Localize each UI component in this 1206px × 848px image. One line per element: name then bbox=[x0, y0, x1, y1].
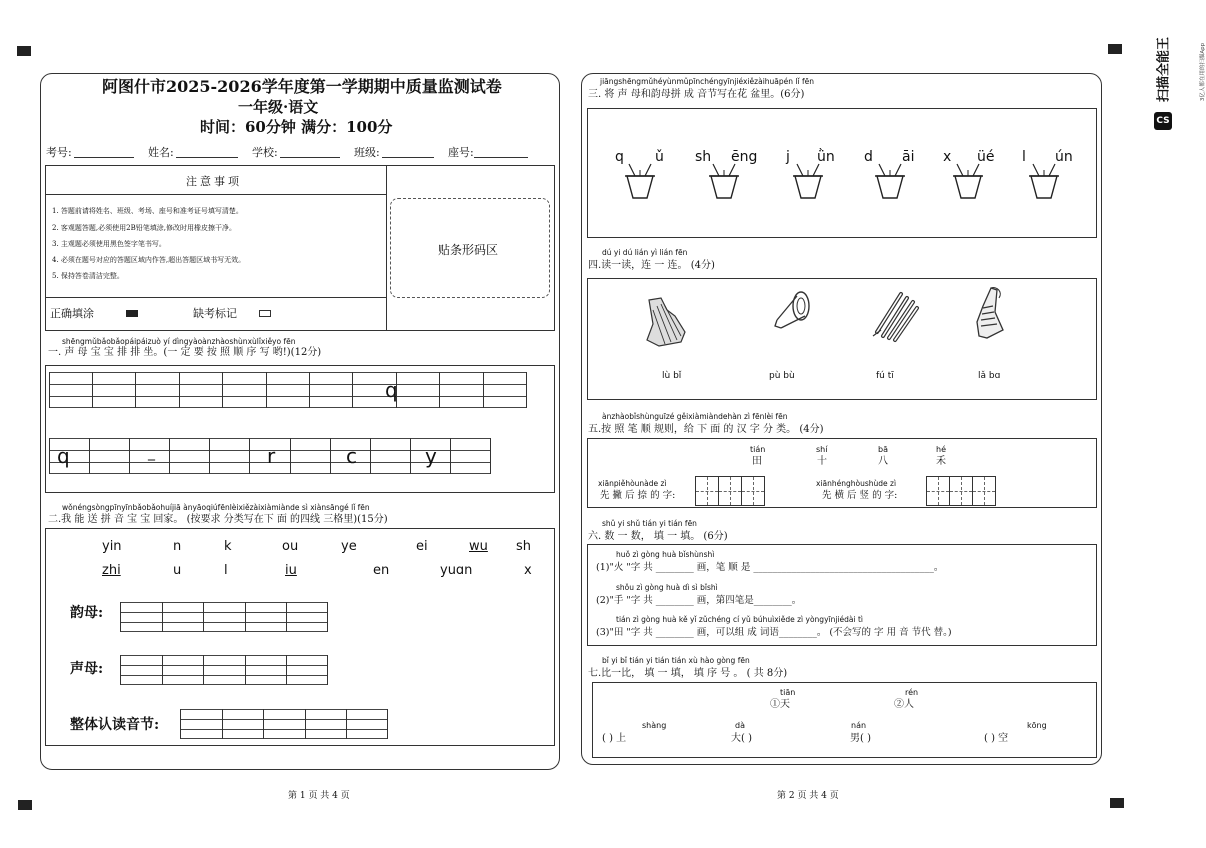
camscanner-logo-icon: CS bbox=[1154, 112, 1172, 130]
q4-images bbox=[587, 278, 1097, 400]
q2-syllable: u bbox=[173, 563, 182, 578]
barcode-label: 贴条形码区 bbox=[438, 243, 499, 257]
correct-fill-label: 正确填涂 bbox=[50, 307, 94, 320]
q7-blank[interactable]: 男( ) bbox=[850, 733, 871, 744]
info-field-label: 学校: bbox=[252, 146, 278, 159]
q7-blank[interactable]: ( ) 空 bbox=[984, 733, 1009, 744]
q1-question: 一. 声 母 宝 宝 排 排 坐。(一 定 要 按 照 顺 序 写 哟!)(12分) bbox=[48, 347, 322, 358]
pleated-skirt-icon[interactable] bbox=[647, 298, 685, 346]
q3-flower-pots bbox=[587, 108, 1097, 238]
q7-option-pinyin: tiān bbox=[780, 688, 796, 697]
q2-syllable: l bbox=[224, 563, 228, 578]
q6-item[interactable]: (1)"火 "字 共 ________ 画，笔 顺 是 ______________________________________。 bbox=[596, 562, 944, 573]
q3-initial: q bbox=[615, 149, 624, 165]
q5-char: 禾 bbox=[936, 456, 946, 467]
q7-option-pinyin: rén bbox=[905, 688, 919, 697]
page-1-footer: 第 1 页 共 4 页 bbox=[288, 791, 350, 801]
q2-syllable: ye bbox=[341, 539, 357, 554]
q2-fourline-whole-syllables[interactable] bbox=[180, 709, 388, 739]
q7-pinyin: bǐ yi bǐ tián yi tián tián xù hào gòng fēn bbox=[602, 656, 750, 665]
q2-syllable: ei bbox=[416, 539, 428, 554]
q2-syllable: wu bbox=[469, 539, 488, 554]
q2-syllable: n bbox=[173, 539, 182, 554]
q3-final: āi bbox=[902, 149, 915, 165]
q3-final: ēng bbox=[731, 149, 758, 165]
q2-syllable: yin bbox=[102, 539, 122, 554]
flowerpot-icon[interactable] bbox=[1029, 164, 1059, 198]
q5-char-pinyin: hé bbox=[936, 445, 946, 454]
exam-title: 阿图什市2025-2026学年度第一学期期中质量监测试卷 bbox=[102, 77, 502, 96]
watermark-brand: 扫描全能王 bbox=[1156, 37, 1172, 103]
q3-initial: sh bbox=[695, 149, 712, 165]
notice-item: 3. 主观题必须使用黑色签字笔书写。 bbox=[52, 240, 166, 248]
absent-mark-label: 缺考标记 bbox=[193, 307, 237, 320]
q2-label-initials: 声母: bbox=[70, 661, 104, 677]
q1-letter: y bbox=[425, 444, 437, 468]
q7-blank-pinyin: dà bbox=[735, 721, 745, 730]
q3-initial: l bbox=[1022, 149, 1026, 165]
q4-word: lǎ bɑ bbox=[978, 371, 1001, 381]
q2-syllable: en bbox=[373, 563, 390, 578]
shoe-icon[interactable] bbox=[977, 288, 1003, 338]
q3-question: 三. 将 声 母和韵母拼 成 音节写在花 盆里。(6分) bbox=[588, 89, 805, 100]
q1-fourline-row-2[interactable] bbox=[49, 438, 491, 474]
q7-blank-pinyin: kōng bbox=[1027, 721, 1047, 730]
scan-corner-mark bbox=[1110, 798, 1124, 808]
q6-question: 六. 数 一 数， 填 一 填。 (6分) bbox=[588, 531, 728, 542]
q7-option: ①天 bbox=[770, 699, 790, 710]
flowerpot-icon[interactable] bbox=[625, 164, 655, 198]
notice-item: 2. 客观题答题,必须使用2B铅笔填涂,修改时用橡皮擦干净。 bbox=[52, 224, 236, 232]
q3-final: ún bbox=[1055, 149, 1073, 165]
q6-pinyin: shǔ yi shǔ tián yi tián fēn bbox=[602, 519, 697, 528]
absent-mark-checkbox[interactable] bbox=[259, 310, 271, 317]
q4-word: lù bǐ bbox=[662, 371, 682, 381]
q2-fourline-initials[interactable] bbox=[120, 655, 328, 685]
q2-syllable: sh bbox=[516, 539, 532, 554]
trumpet-icon[interactable] bbox=[775, 292, 809, 328]
q2-syllable: k bbox=[224, 539, 232, 554]
info-field-label: 班级: bbox=[354, 146, 380, 159]
q2-pinyin: wǒnéngsòngpīnyīnbǎobǎohuíjiā ànyāoqiúfēnlèixiězàixiàmiànde sì xiànsāngé lǐ fēn bbox=[62, 503, 370, 512]
flowerpot-icon[interactable] bbox=[793, 164, 823, 198]
q7-question: 七.比一比， 填 一 填， 填 序 号 。 ( 共 8分) bbox=[588, 668, 788, 679]
notice-item: 1. 答题前请将姓名、班级、考场、座号和准考证号填写清楚。 bbox=[52, 207, 243, 215]
q5-char: 八 bbox=[878, 456, 888, 467]
notice-item: 4. 必须在题号对应的答题区域内作答,超出答题区域书写无效。 bbox=[52, 256, 246, 264]
q4-pinyin: dú yi dú lián yì lián fēn bbox=[602, 248, 688, 257]
q6-item[interactable]: (2)"手 "字 共 ________ 画，第四笔是________。 bbox=[596, 595, 802, 606]
q3-final: ǜn bbox=[817, 149, 835, 165]
q2-syllable: zhi bbox=[102, 563, 121, 578]
notice-title: 注意事项 bbox=[186, 175, 242, 188]
q6-item-pinyin: tián zì gòng huà kě yǐ zǔchéng cí yǔ búhuìxiěde zì yòngyīnjiédài tì bbox=[616, 615, 863, 624]
pencils-icon[interactable] bbox=[873, 294, 917, 340]
flowerpot-icon[interactable] bbox=[953, 164, 983, 198]
q3-initial: x bbox=[943, 149, 952, 165]
q5-char: 田 bbox=[752, 456, 762, 467]
q2-label-finals: 韵母: bbox=[70, 605, 104, 621]
q6-item-pinyin: huǒ zì gòng huà bǐshùnshì bbox=[616, 550, 715, 559]
q2-syllable: ou bbox=[282, 539, 299, 554]
correct-fill-sample bbox=[126, 310, 138, 317]
q2-syllable: iu bbox=[285, 563, 297, 578]
q3-initial: d bbox=[864, 149, 873, 165]
q7-option: ②人 bbox=[894, 699, 914, 710]
q6-item-pinyin: shǒu zì gòng huà dì sì bǐshì bbox=[616, 583, 718, 592]
q1-letter: r bbox=[267, 444, 276, 468]
q5-pinyin: ànzhàobǐshùnguīzé gěixiàmiàndehàn zì fēnlèi fēn bbox=[602, 412, 788, 421]
q5-left-label: 先 撇 后 捺 的 字: bbox=[600, 490, 676, 501]
q7-blank[interactable]: 大( ) bbox=[731, 733, 752, 744]
info-field-label: 姓名: bbox=[148, 146, 174, 159]
q7-answer-area bbox=[592, 682, 1097, 758]
q4-word: pù bù bbox=[769, 371, 795, 381]
q5-right-label: 先 横 后 竖 的 字: bbox=[822, 490, 898, 501]
scan-corner-mark bbox=[17, 46, 31, 56]
scanner-watermark bbox=[1152, 16, 1206, 126]
q5-char-pinyin: shí bbox=[816, 445, 828, 454]
q1-letter: c bbox=[346, 444, 357, 468]
q3-pinyin: jiāngshēngmǔhéyùnmǔpīnchéngyīnjiéxiězàihuāpén lǐ fēn bbox=[600, 77, 814, 86]
q1-letter: q bbox=[57, 444, 70, 468]
q6-item[interactable]: (3)"田 "字 共 ________ 画，可以组 成 词语________。 (不会写的 字 用 音 节代 替。) bbox=[596, 627, 952, 638]
watermark-slogan: 3亿人都在用的扫描App bbox=[1200, 42, 1206, 102]
notice-item: 5. 保持答卷清洁完整。 bbox=[52, 272, 124, 280]
q1-letter: _ bbox=[148, 445, 155, 461]
q3-initial: j bbox=[786, 149, 790, 165]
info-field-label: 座号: bbox=[448, 146, 474, 159]
q2-fourline-finals[interactable] bbox=[120, 602, 328, 632]
q1-pinyin: shēngmǔbǎobǎopáipáizuò yí dìngyàoànzhàoshùnxùlǐxiěyo fēn bbox=[62, 337, 296, 346]
q1-fourline-row-1[interactable] bbox=[49, 372, 527, 408]
q4-word: fú tī bbox=[876, 371, 894, 381]
page-2-footer: 第 2 页 共 4 页 bbox=[777, 791, 839, 801]
exam-time-score: 时间：60分钟 满分：100分 bbox=[200, 118, 393, 136]
q1-letter: q bbox=[385, 378, 398, 402]
q5-char-pinyin: tián bbox=[750, 445, 766, 454]
exam-subtitle: 一年级·语文 bbox=[238, 98, 319, 116]
flowerpot-icon[interactable] bbox=[875, 164, 905, 198]
q3-final: ǔ bbox=[655, 149, 664, 165]
q2-label-whole-syllables: 整体认读音节: bbox=[70, 717, 160, 733]
q2-syllable: yuɑn bbox=[440, 563, 473, 578]
q7-blank[interactable]: ( ) 上 bbox=[602, 733, 627, 744]
q5-question: 五.按 照 笔 顺 规则，给 下 面 的 汉 字 分 类。 (4分) bbox=[588, 424, 824, 435]
q7-blank-pinyin: shàng bbox=[642, 721, 667, 730]
q7-blank-pinyin: nán bbox=[851, 721, 867, 730]
scan-corner-mark bbox=[1108, 44, 1122, 54]
q2-syllable: x bbox=[524, 563, 532, 578]
q3-final: üé bbox=[977, 149, 995, 165]
q2-question: 二.我 能 送 拼 音 宝 宝 回家。 (按要求 分类写在下 面 的四线 三格里)(15分) bbox=[48, 514, 388, 525]
flowerpot-icon[interactable] bbox=[709, 164, 739, 198]
q5-left-pinyin: xiānpiěhòunàde zì bbox=[598, 479, 667, 488]
q5-char-pinyin: bā bbox=[878, 445, 888, 454]
scan-corner-mark bbox=[18, 800, 32, 810]
q4-question: 四.读一读，连 一 连。 (4分) bbox=[588, 260, 715, 271]
q5-right-pinyin: xiānhénghòushùde zì bbox=[816, 479, 897, 488]
info-field-label: 考号: bbox=[46, 146, 72, 159]
q5-char: 十 bbox=[817, 456, 827, 467]
